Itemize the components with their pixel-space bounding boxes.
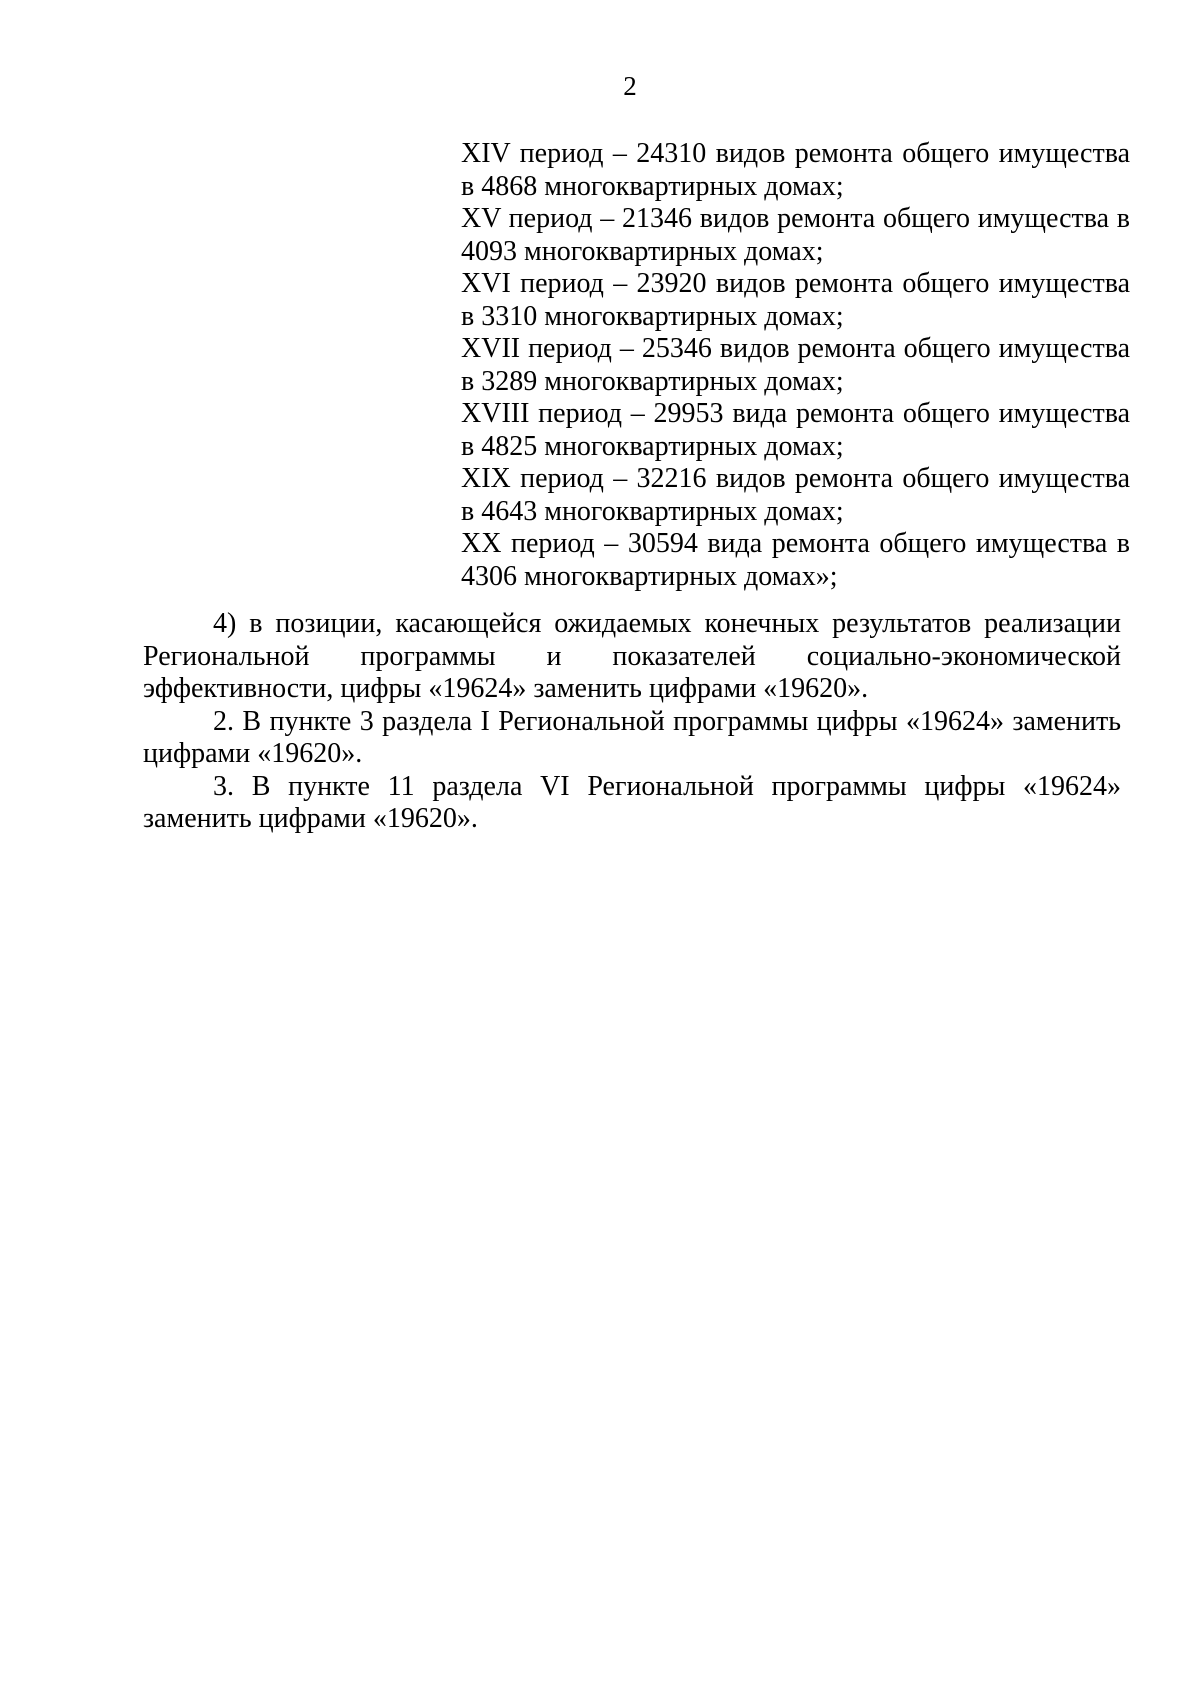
paragraph-point-2: 2. В пункте 3 раздела I Региональной программы цифры «19624» заменить цифрами «19620». xyxy=(143,705,1121,769)
period-item-xix: XIX период – 32216 видов ремонта общего имущества в 4643 многоквартирных домах; xyxy=(461,463,1130,527)
period-item-xvii: XVII период – 25346 видов ремонта общего имущества в 3289 многоквартирных домах; xyxy=(461,333,1130,397)
period-item-xiv: XIV период – 24310 видов ремонта общего имущества в 4868 многоквартирных домах; xyxy=(461,138,1130,202)
period-item-xx: XX период – 30594 вида ремонта общего имущества в 4306 многоквартирных домах»; xyxy=(461,528,1130,592)
body-text xyxy=(143,608,1121,836)
period-item-xvi: XVI период – 23920 видов ремонта общего имущества в 3310 многоквартирных домах; xyxy=(461,268,1130,332)
period-item-xviii: XVIII период – 29953 вида ремонта общего имущества в 4825 многоквартирных домах; xyxy=(461,398,1130,462)
paragraph-item-4: 4) в позиции, касающейся ожидаемых конечных результатов реализации Региональной программы и показателей социально-экономической эффективности, цифры «19624» заменить цифрами «19620». xyxy=(143,608,1121,704)
period-list xyxy=(461,138,1130,593)
page-number: 2 xyxy=(623,71,637,101)
paragraph-point-3: 3. В пункте 11 раздела VI Региональной программы цифры «19624» заменить цифрами «19620». xyxy=(143,770,1121,834)
period-item-xv: XV период – 21346 видов ремонта общего имущества в 4093 многоквартирных домах; xyxy=(461,203,1130,267)
